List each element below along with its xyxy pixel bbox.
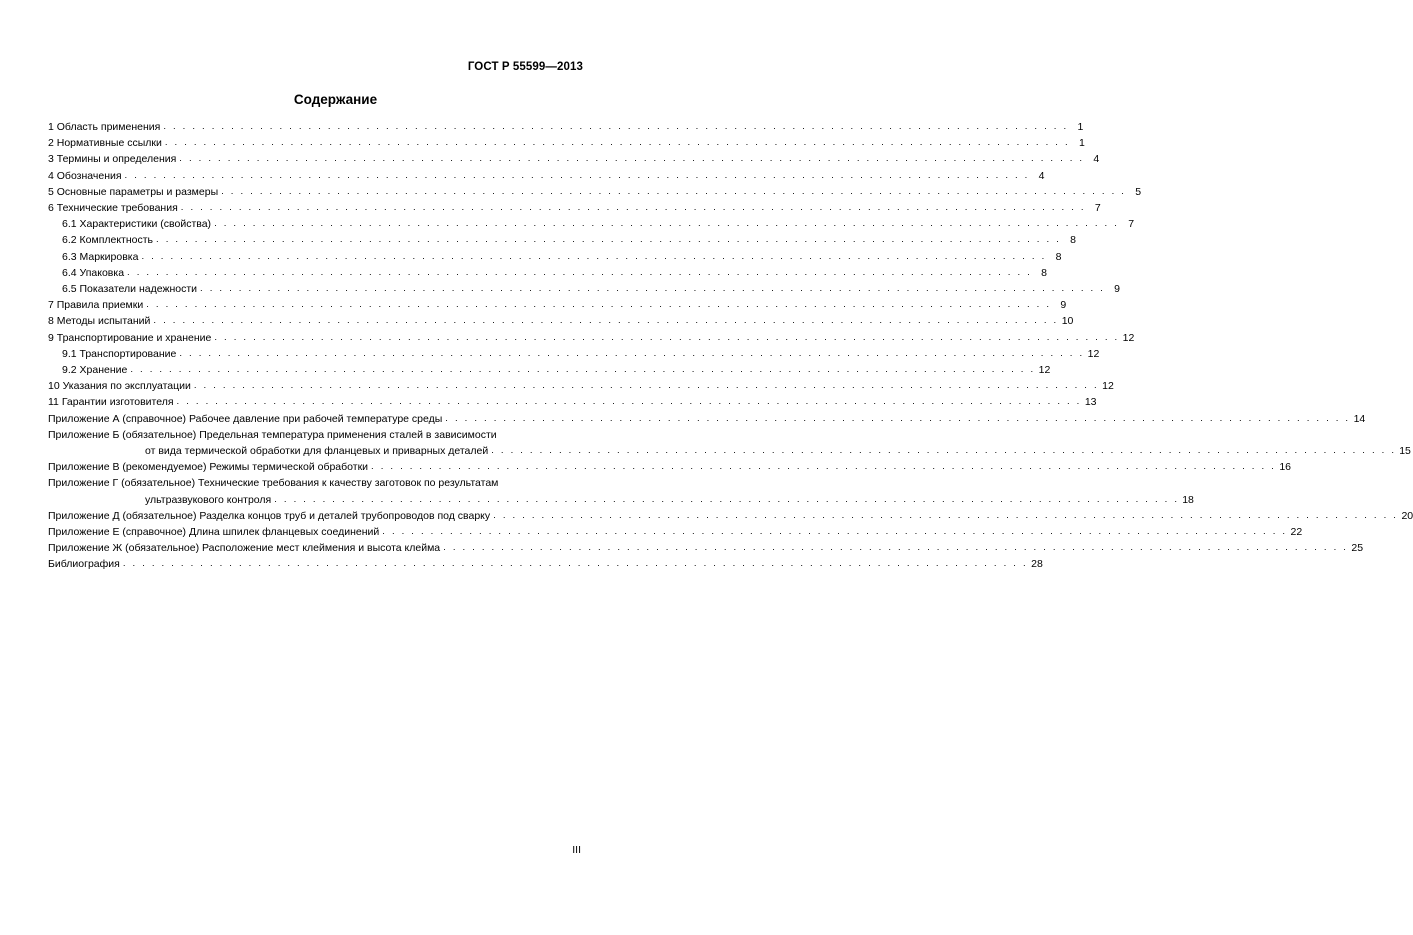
toc-leader: . . . . . . . . . . . . . . . . . . . . . . . . . . . . . . . . . . . . . . . . . . . . . . . . . . . . . . . . . . . . . . . . . . . . . . . . . . . . . . . . . . . . . . . . . . . . . .: [127, 266, 1032, 278]
toc-page-number: 20: [1401, 509, 1413, 522]
toc-entry[interactable]: [48, 556, 1043, 572]
toc-entry-label: Приложение В (рекомендуемое) Режимы термической обработки: [48, 461, 369, 474]
toc-entry-label: 6.4 Упаковка: [62, 266, 125, 279]
toc-entry-label-continuation: от вида термической обработки для фланцевых и приварных деталей: [145, 445, 489, 458]
toc-page-number: 7: [1094, 202, 1101, 215]
toc-page-number: 22: [1290, 526, 1303, 539]
toc-subentry[interactable]: [48, 249, 1062, 265]
toc-appendix-entry[interactable]: [48, 540, 1364, 556]
toc-page-number: 1: [1078, 137, 1085, 150]
toc-entry-label: 3 Термины и определения: [48, 153, 177, 166]
toc-entry[interactable]: [48, 135, 1085, 151]
toc-page-number: 9: [1114, 283, 1121, 296]
toc-leader: . . . . . . . . . . . . . . . . . . . . . . . . . . . . . . . . . . . . . . . . . . . . . . . . . . . . . . . . . . . . . . . . . . . . . . . . . . . . . . . . . . . . . . . . . . . . . .: [193, 380, 1099, 392]
page-number: III: [572, 844, 581, 856]
toc-leader: . . . . . . . . . . . . . . . . . . . . . . . . . . . . . . . . . . . . . . . . . . . . . . . . . . . . . . . . . . . . . . . . . . . . . . . . . . . . . . . . . . . . . . . . . . . . . .: [153, 315, 1059, 327]
toc-leader: . . . . . . . . . . . . . . . . . . . . . . . . . . . . . . . . . . . . . . . . . . . . . . . . . . . . . . . . . . . . . . . . . . . . . . . . . . . . . . . . . . . . . . . . . . . . . .: [443, 542, 1349, 554]
toc-page-number: 16: [1279, 461, 1291, 474]
toc-page-number: 4: [1038, 169, 1045, 182]
toc-page-number: 12: [1038, 364, 1051, 377]
toc-entry[interactable]: [48, 313, 1074, 329]
toc-leader: . . . . . . . . . . . . . . . . . . . . . . . . . . . . . . . . . . . . . . . . . . . . . . . . . . . . . . . . . . . . . . . . . . . . . . . . . . . . . . . . . . . . . . . . . . . . . .: [163, 121, 1069, 132]
toc-appendix-entry[interactable]: [48, 459, 1291, 475]
toc-page-number: 25: [1351, 542, 1364, 555]
toc-entry-label: 4 Обозначения: [48, 169, 122, 182]
toc-subentry[interactable]: [48, 232, 1076, 248]
toc-entry[interactable]: [48, 168, 1045, 184]
toc-page-number: 1: [1077, 121, 1084, 133]
toc-entry-label: 6.1 Характеристики (свойства): [62, 218, 212, 231]
toc-entry[interactable]: [48, 184, 1142, 200]
toc-appendix-entry[interactable]: [48, 411, 1366, 427]
toc-page-number: 4: [1093, 153, 1100, 166]
toc-entry-label: 10 Указания по эксплуатации: [48, 380, 191, 393]
toc-entry-label: 6.2 Комплектность: [62, 234, 154, 247]
toc-leader: . . . . . . . . . . . . . . . . . . . . . . . . . . . . . . . . . . . . . . . . . . . . . . . . . . . . . . . . . . . . . . . . . . . . . . . . . . . . . . . . . . . . . . . . . . . . . .: [491, 445, 1397, 457]
toc-entry[interactable]: [48, 119, 1084, 135]
toc-leader: . . . . . . . . . . . . . . . . . . . . . . . . . . . . . . . . . . . . . . . . . . . . . . . . . . . . . . . . . . . . . . . . . . . . . . . . . . . . . . . . . . . . . . . . . . . . . .: [274, 493, 1180, 505]
toc-subentry[interactable]: [48, 281, 1121, 297]
toc-leader: . . . . . . . . . . . . . . . . . . . . . . . . . . . . . . . . . . . . . . . . . . . . . . . . . . . . . . . . . . . . . . . . . . . . . . . . . . . . . . . . . . . . . . . . . . . . . .: [221, 185, 1127, 197]
toc-page-number: 8: [1041, 266, 1047, 279]
toc-page-number: 12: [1102, 380, 1114, 393]
toc-page-number: 12: [1087, 347, 1100, 360]
toc-leader: . . . . . . . . . . . . . . . . . . . . . . . . . . . . . . . . . . . . . . . . . . . . . . . . . . . . . . . . . . . . . . . . . . . . . . . . . . . . . . . . . . . . . . . . . . . . . .: [164, 137, 1070, 149]
toc-entry-label: 6.3 Маркировка: [62, 250, 139, 263]
toc-entry[interactable]: [48, 151, 1100, 167]
toc-leader: . . . . . . . . . . . . . . . . . . . . . . . . . . . . . . . . . . . . . . . . . . . . . . . . . . . . . . . . . . . . . . . . . . . . . . . . . . . . . . . . . . . . . . . . . . . . . .: [130, 364, 1036, 376]
toc-leader: . . . . . . . . . . . . . . . . . . . . . . . . . . . . . . . . . . . . . . . . . . . . . . . . . . . . . . . . . . . . . . . . . . . . . . . . . . . . . . . . . . . . . . . . . . . . . .: [124, 169, 1030, 181]
toc-leader: . . . . . . . . . . . . . . . . . . . . . . . . . . . . . . . . . . . . . . . . . . . . . . . . . . . . . . . . . . . . . . . . . . . . . . . . . . . . . . . . . . . . . . . . . . . . . .: [146, 299, 1052, 311]
toc-appendix-entry[interactable]: [48, 524, 1303, 540]
toc-entry[interactable]: [48, 330, 1135, 346]
page-title: Содержание: [293, 92, 378, 107]
toc-entry-label: 11 Гарантии изготовителя: [48, 396, 174, 409]
toc-subentry[interactable]: [48, 265, 1047, 281]
toc-page-number: 5: [1135, 185, 1142, 198]
toc-entry-label: 1 Область применения: [48, 121, 161, 133]
toc-page-number: 13: [1084, 396, 1097, 409]
toc-entry-label: 9.2 Хранение: [62, 364, 128, 377]
toc-leader: . . . . . . . . . . . . . . . . . . . . . . . . . . . . . . . . . . . . . . . . . . . . . . . . . . . . . . . . . . . . . . . . . . . . . . . . . . . . . . . . . . . . . . . . . . . . . .: [180, 202, 1086, 214]
toc-entry[interactable]: [48, 297, 1067, 313]
toc-page-number: 15: [1399, 445, 1411, 458]
toc-leader: . . . . . . . . . . . . . . . . . . . . . . . . . . . . . . . . . . . . . . . . . . . . . . . . . . . . . . . . . . . . . . . . . . . . . . . . . . . . . . . . . . . . . . . . . . . . . .: [156, 234, 1061, 246]
toc-appendix-entry[interactable]: [48, 427, 1411, 459]
toc-entry-label: 9.1 Транспортирование: [62, 347, 177, 360]
toc-entry-label: Приложение Е (справочное) Длина шпилек фланцевых соединений: [48, 526, 380, 539]
toc-leader: . . . . . . . . . . . . . . . . . . . . . . . . . . . . . . . . . . . . . . . . . . . . . . . . . . . . . . . . . . . . . . . . . . . . . . . . . . . . . . . . . . . . . . . . . . . . . .: [493, 509, 1399, 521]
toc-entry[interactable]: [48, 378, 1114, 394]
toc-entry-label-continuation: ультразвукового контроля: [145, 493, 272, 506]
toc-leader: . . . . . . . . . . . . . . . . . . . . . . . . . . . . . . . . . . . . . . . . . . . . . . . . . . . . . . . . . . . . . . . . . . . . . . . . . . . . . . . . . . . . . . . . . . . . . .: [141, 250, 1047, 262]
toc-leader: . . . . . . . . . . . . . . . . . . . . . . . . . . . . . . . . . . . . . . . . . . . . . . . . . . . . . . . . . . . . . . . . . . . . . . . . . . . . . . . . . . . . . . . . . . . . . .: [214, 331, 1120, 343]
toc-page-number: 14: [1353, 412, 1366, 425]
toc-page-number: 7: [1128, 218, 1135, 231]
toc-appendix-entry[interactable]: [48, 475, 1194, 507]
toc-page-number: 8: [1070, 234, 1076, 247]
toc-leader: . . . . . . . . . . . . . . . . . . . . . . . . . . . . . . . . . . . . . . . . . . . . . . . . . . . . . . . . . . . . . . . . . . . . . . . . . . . . . . . . . . . . . . . . . . . . . .: [200, 283, 1106, 295]
toc-entry-label: Приложение А (справочное) Рабочее давление при рабочей температуре среды: [48, 412, 443, 425]
toc-leader: . . . . . . . . . . . . . . . . . . . . . . . . . . . . . . . . . . . . . . . . . . . . . . . . . . . . . . . . . . . . . . . . . . . . . . . . . . . . . . . . . . . . . . . . . . . . . .: [176, 396, 1082, 408]
toc-leader: . . . . . . . . . . . . . . . . . . . . . . . . . . . . . . . . . . . . . . . . . . . . . . . . . . . . . . . . . . . . . . . . . . . . . . . . . . . . . . . . . . . . . . . . . . . . . .: [179, 153, 1085, 165]
toc-entry-label: 8 Методы испытаний: [48, 315, 151, 328]
toc-page-number: 10: [1061, 315, 1074, 328]
toc-appendix-entry[interactable]: [48, 508, 1413, 524]
toc-page-number: 28: [1031, 558, 1043, 571]
toc-entry-label: Приложение Д (обязательное) Разделка концов труб и деталей трубопроводов под сварку: [48, 509, 491, 522]
toc-entry-label: Приложение Б (обязательное) Предельная температура применения сталей в зависимости: [48, 428, 497, 441]
toc-entry-label: Приложение Г (обязательное) Технические требования к качеству заготовок по результатам: [48, 477, 499, 490]
toc-subentry[interactable]: [48, 216, 1135, 232]
toc-entry[interactable]: [48, 394, 1097, 410]
toc-entry-label: 7 Правила приемки: [48, 299, 144, 312]
toc-entry-label: 2 Нормативные ссылки: [48, 137, 162, 150]
toc-leader: . . . . . . . . . . . . . . . . . . . . . . . . . . . . . . . . . . . . . . . . . . . . . . . . . . . . . . . . . . . . . . . . . . . . . . . . . . . . . . . . . . . . . . . . . . . . . .: [122, 558, 1028, 570]
standard-code: ГОСТ Р 55599—2013: [467, 61, 583, 73]
toc-page-number: 8: [1055, 250, 1062, 263]
toc-leader: . . . . . . . . . . . . . . . . . . . . . . . . . . . . . . . . . . . . . . . . . . . . . . . . . . . . . . . . . . . . . . . . . . . . . . . . . . . . . . . . . . . . . . . . . . . . . .: [371, 461, 1276, 473]
toc-entry-label: 6 Технические требования: [48, 202, 178, 215]
toc-entry-label: 6.5 Показатели надежности: [62, 283, 198, 296]
toc-leader: . . . . . . . . . . . . . . . . . . . . . . . . . . . . . . . . . . . . . . . . . . . . . . . . . . . . . . . . . . . . . . . . . . . . . . . . . . . . . . . . . . . . . . . . . . . . . .: [445, 412, 1351, 424]
toc-leader: . . . . . . . . . . . . . . . . . . . . . . . . . . . . . . . . . . . . . . . . . . . . . . . . . . . . . . . . . . . . . . . . . . . . . . . . . . . . . . . . . . . . . . . . . . . . . .: [179, 347, 1085, 359]
toc-entry[interactable]: [48, 200, 1101, 216]
toc-page-number: 18: [1182, 493, 1194, 506]
toc-subentry[interactable]: [48, 362, 1051, 378]
toc-entry-label: Библиография: [48, 558, 120, 571]
toc-entry-label: 5 Основные параметры и размеры: [48, 185, 219, 198]
toc-subentry[interactable]: [48, 346, 1100, 362]
toc-page-number: 9: [1060, 299, 1067, 312]
toc-leader: . . . . . . . . . . . . . . . . . . . . . . . . . . . . . . . . . . . . . . . . . . . . . . . . . . . . . . . . . . . . . . . . . . . . . . . . . . . . . . . . . . . . . . . . . . . . . .: [214, 218, 1120, 230]
toc-page-number: 12: [1122, 331, 1135, 344]
toc-entry-label: Приложение Ж (обязательное) Расположение мест клеймения и высота клейма: [48, 542, 441, 555]
toc-entry-label: 9 Транспортирование и хранение: [48, 331, 212, 344]
table-of-contents: [48, 119, 1413, 573]
toc-leader: . . . . . . . . . . . . . . . . . . . . . . . . . . . . . . . . . . . . . . . . . . . . . . . . . . . . . . . . . . . . . . . . . . . . . . . . . . . . . . . . . . . . . . . . . . . . . .: [382, 526, 1288, 538]
